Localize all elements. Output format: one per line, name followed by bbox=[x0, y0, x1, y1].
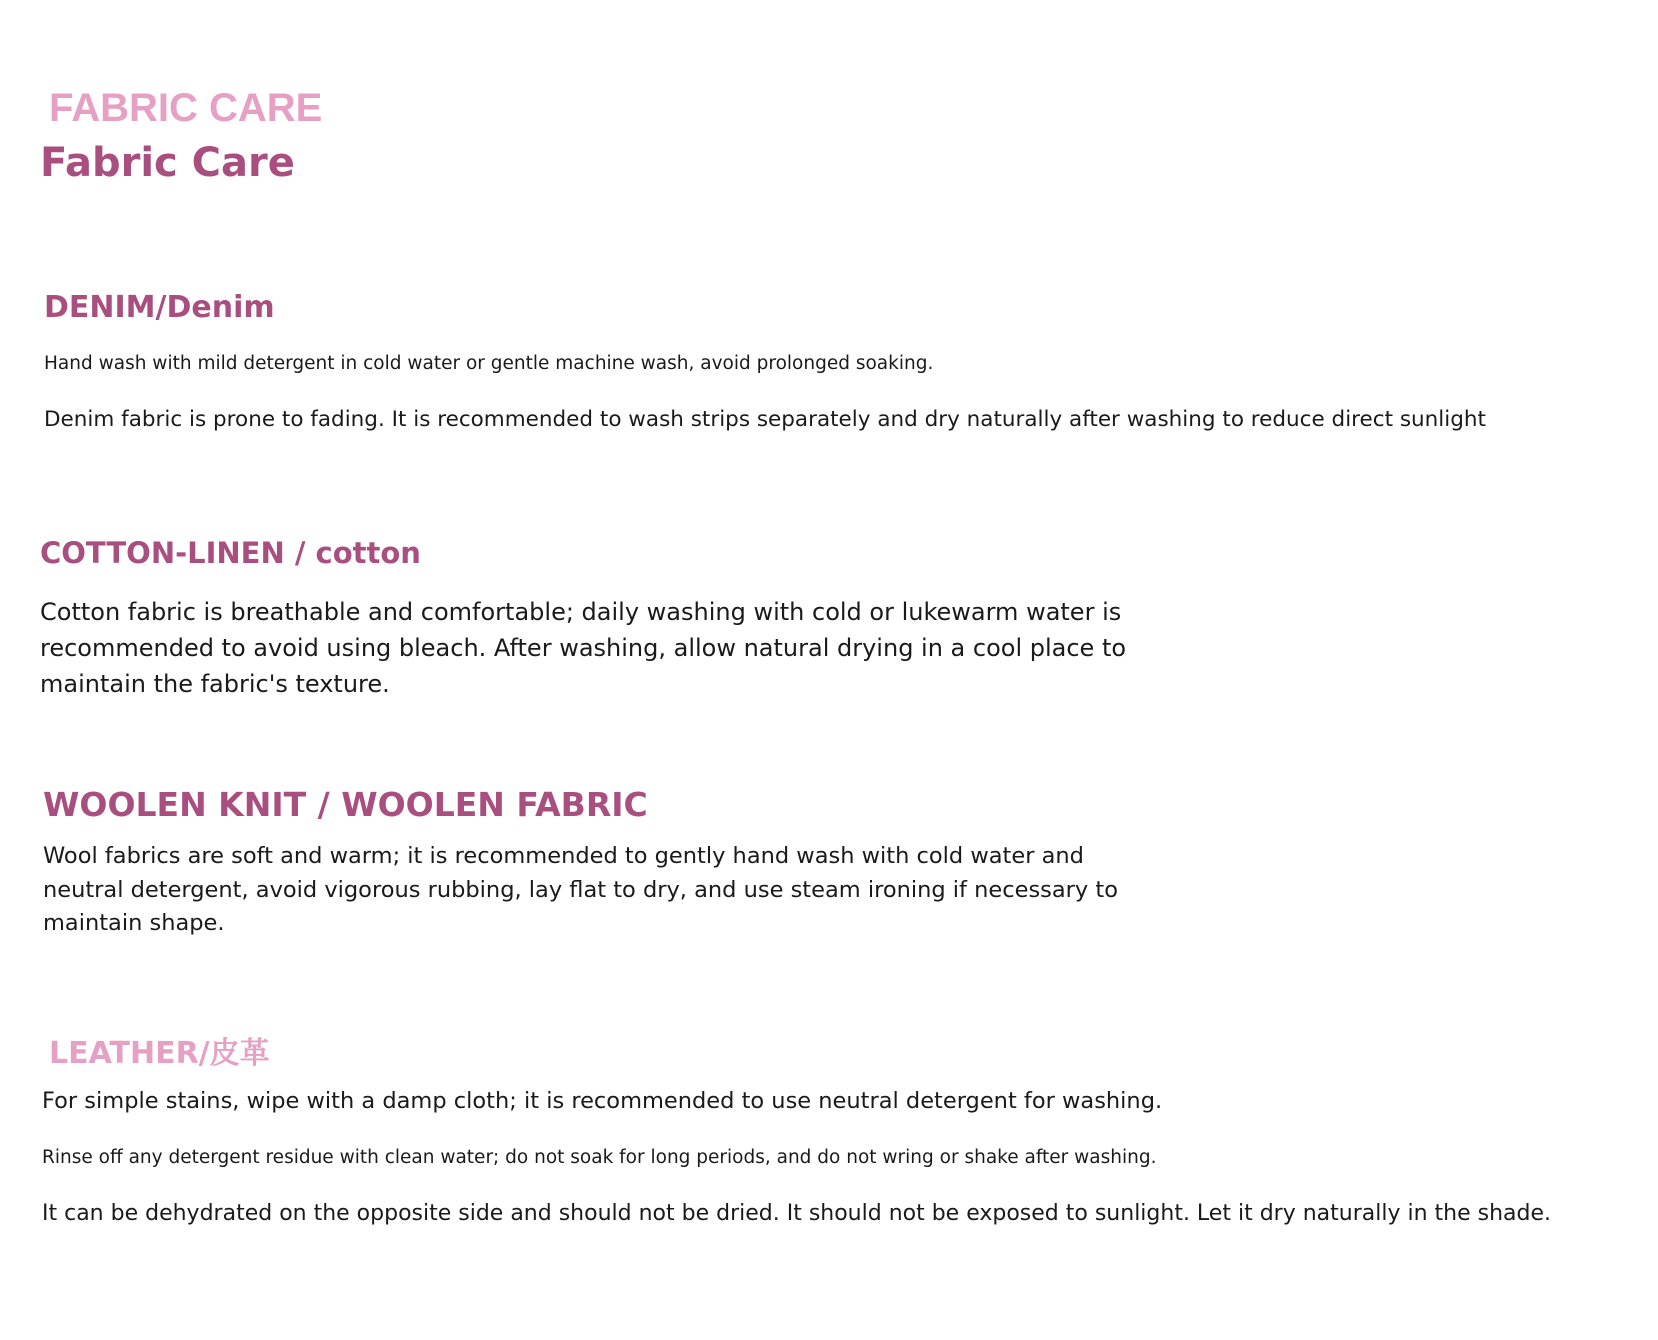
wool-paragraph: Wool fabrics are soft and warm; it is recommended to gently hand wash with cold water and neutral detergent, avoid vigorous rubbing, lay flat to dry, and use steam ironing if necessary to maintain shape. bbox=[43, 843, 1118, 936]
leather-heading: LEATHER/皮革 bbox=[49, 1036, 270, 1071]
cotton-paragraph: Cotton fabric is breathable and comfortable; daily washing with cold or lukewarm water is recommended to avoid using bleach. After washing, allow natural drying in a cool place to maintain the fabric's texture. bbox=[40, 598, 1127, 698]
wool-heading: WOOLEN KNIT / WOOLEN FABRIC bbox=[43, 785, 648, 824]
page-title: FABRIC CARE bbox=[49, 86, 323, 130]
leather-paragraph-3: It can be dehydrated on the opposite side and should not be dried. It should not be exposed to sunlight. Let it dry naturally in the shade. bbox=[42, 1201, 1551, 1226]
page-subtitle: Fabric Care bbox=[40, 140, 295, 186]
denim-heading: DENIM/Denim bbox=[44, 290, 275, 325]
denim-paragraph-1: Hand wash with mild detergent in cold water or gentle machine wash, avoid prolonged soaking. bbox=[44, 353, 934, 374]
leather-paragraph-2: Rinse off any detergent residue with clean water; do not soak for long periods, and do not wring or shake after washing. bbox=[42, 1147, 1157, 1168]
denim-paragraph-2: Denim fabric is prone to fading. It is recommended to wash strips separately and dry naturally after washing to reduce direct sunlight bbox=[44, 407, 1486, 432]
cotton-heading: COTTON-LINEN / cotton bbox=[40, 536, 421, 570]
leather-paragraph-1: For simple stains, wipe with a damp cloth; it is recommended to use neutral detergent for washing. bbox=[42, 1088, 1163, 1114]
